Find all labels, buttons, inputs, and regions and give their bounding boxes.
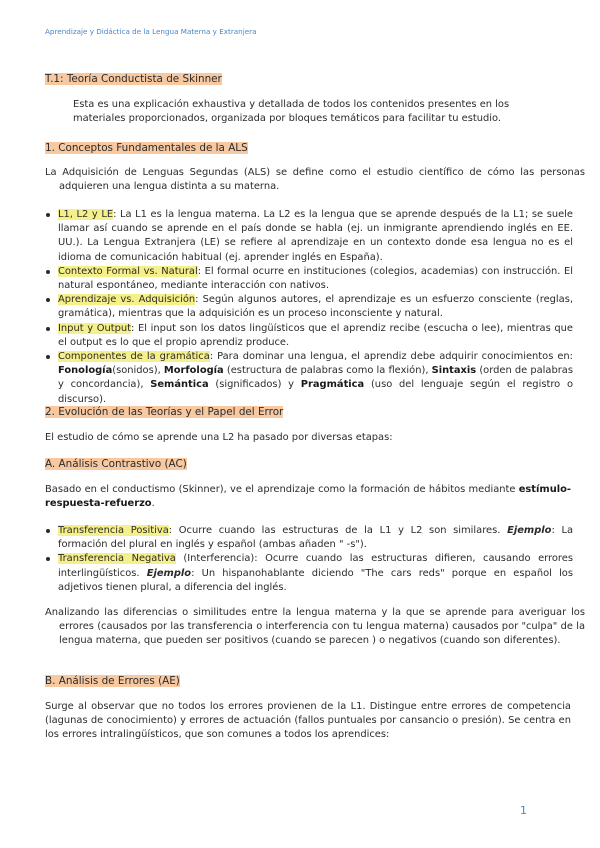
section2-heading-text: 2. Evolución de las Teorías y el Papel del Error [45,406,284,418]
term-desc: (uso del lenguaje según el registro o discurso). [58,379,574,405]
term-desc: (orden de palabras y concordancia), [58,365,573,391]
section1-paragraph: La Adquisición de Lenguas Segundas (ALS) se define como el estudio científico de cómo las personas adquieren una lengua distinta a su materna. [45,167,585,193]
list-item [45,552,573,595]
subsection-a-paragraph [45,483,571,511]
item-term: L1, L2 y LE [58,209,114,220]
intro-paragraph: Esta es una explicación exhaustiva y detallada de todos los contenidos presentes en los materiales proporcionados, organizada por bloques temáticos para facilitar tu estudio. [73,99,510,125]
term-desc: (significados) y [208,379,301,391]
document-header: Aprendizaje y Didáctica de la Lengua Materna y Extranjera [45,27,257,36]
list-item [45,208,573,265]
item-term: Componentes de la gramática [58,351,210,363]
item-term: Aprendizaje vs. Adquisición [58,294,196,306]
subsection-a-list [45,524,573,595]
page-number: 1 [520,804,527,817]
section1-heading-text: 1. Conceptos Fundamentales de la ALS [45,142,248,154]
example-label: Ejemplo [507,525,552,536]
term-semantica: Semántica [150,379,209,391]
subsection-b-heading-text: B. Análisis de Errores (AE) [45,675,180,687]
subsection-a-heading-text: A. Análisis Contrastivo (AC) [45,458,187,470]
list-item [45,322,573,350]
list-item [45,293,573,321]
term-sintaxis: Sintaxis [431,365,477,377]
item-text: : Según algunos autores, el aprendizaje es un esfuerzo consciente (reglas, gramática), mientras que la adquisición es un proceso inconsciente y natural. [58,294,574,320]
stimulus-term: estímulo-respuesta-refuerzo [45,484,571,510]
example-label: Ejemplo [146,567,192,579]
item-text: : La formación del plural en inglés y español (ambas añaden " -s"). [58,525,574,551]
item-text: : El input son los datos lingüísticos que el aprendiz recibe (escucha o lee), mientras que el output es lo que el propio aprendiz produce. [58,322,573,348]
section2-paragraph: El estudio de cómo se aprende una L2 ha pasado por diversas etapas: [45,432,393,443]
list-item [45,524,573,552]
term-pragmatica: Pragmática [300,379,365,391]
page-title-text: T.1: Teoría Conductista de Skinner [45,73,222,85]
section1-heading [45,141,248,155]
analysis-paragraph: Analizando las diferencias o similitudes entre la lengua materna y la que se aprende para averiguar los errores (causados por las transferencia o interferencia con tu lengua materna) causados por "culpa" de la lengua materna, que pueden ser positivos (cuando se parecen ) o negativos (cuando son diferentes). [45,607,585,647]
item-term: Transferencia Positiva [58,525,169,536]
list-item [45,350,573,407]
item-text: : Para dominar una lengua, el aprendiz debe adquirir conocimientos en: [209,351,573,363]
item-term: Input y Output [58,322,132,334]
item-term: Transferencia Negativa [58,553,176,565]
section1-list [45,208,573,407]
term-desc: (sonidos), [112,365,164,377]
item-text: : La L1 es la lengua materna. La L2 es la lengua que se aprende después de la L1; se suele llamar así cuando se aprende en el país donde se habla (ej. un inmigrante aprendiendo inglés en EE. UU.). La Lengua Extranjera (LE) se refiere al aprendizaje en un contexto donde esa lengua no es el idioma de comunicación habitual (ej. aprender inglés en España). [58,209,573,263]
item-text: : Un hispanohablante diciendo "The cars reds" porque en español los adjetivos tienen plural, a diferencia del inglés. [58,567,573,593]
page-title [45,72,222,86]
item-text: (Interferencia): Ocurre cuando las estructuras difieren, causando errores interlingüísticos. [58,553,573,579]
list-item [45,265,573,293]
para-text: . [151,498,155,510]
term-fonologia: Fonología [58,365,113,377]
section2-heading [45,405,283,419]
subsection-a-heading [45,457,187,471]
item-text: : Ocurre cuando las estructuras de la L1 y L2 son similares. [168,525,508,536]
subsection-b-paragraph: Surge al observar que no todos los errores provienen de la L1. Distingue entre errores de competencia (lagunas de conocimiento) y errores de actuación (fallos puntuales por cansancio o presión). Se centra en los errores intralingüísticos, que son comunes a todos los aprendices: [45,701,571,741]
para-text: Basado en el conductismo (Skinner), ve el aprendizaje como la formación de hábitos mediante [45,484,519,495]
term-morfologia: Morfología [163,365,224,377]
item-text: : El formal ocurre en instituciones (colegios, academias) con instrucción. El natural espontáneo, mediante interacción con nativos. [58,265,573,292]
subsection-b-heading [45,674,180,688]
term-desc: (estructura de palabras como la flexión), [223,365,432,377]
item-term: Contexto Formal vs. Natural [58,265,198,277]
